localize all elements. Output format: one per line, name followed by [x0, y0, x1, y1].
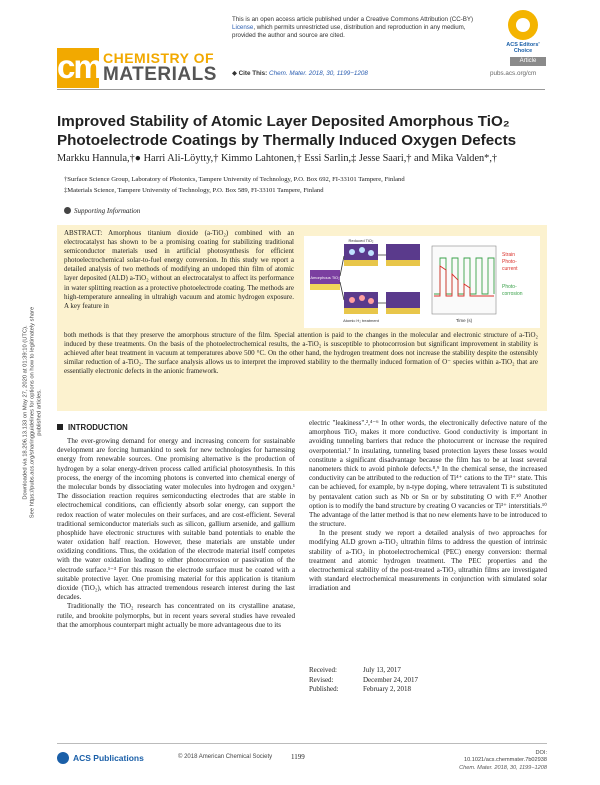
article-title: Improved Stability of Atomic Layer Deposited Amorphous TiO₂ Photoelectrode Coatings by Thermally Induced Oxygen Defects	[57, 113, 517, 149]
supporting-info-link[interactable]: Supporting Information	[64, 207, 140, 215]
header-divider	[57, 89, 545, 90]
toc-sample-stack-1	[310, 270, 340, 290]
abstract-text: ABSTRACT: Amorphous titanium dioxide (a-TiO₂) combined with an electrocatalyst has shown to be a promising coating for stabilizing traditional semiconductor materials used in artificial photosynthesis for efficient photoelectrochemical solar-to-fuel energy conversion. In this study we report a detailed analysis of two methods of modifying an undoped thin film of atomic layer deposited (ALD) a-TiO₂ without an electrocatalyst to affect its performance in water splitting reaction as a protective photoelectrode coating. The methods are high-temperature annealing in ultrahigh vacuum and atomic hydrogen exposure. A key feature in	[64, 229, 294, 310]
cite-icon: ◆	[232, 70, 237, 77]
license-link[interactable]: License	[232, 24, 254, 31]
footer-divider	[57, 743, 547, 744]
section-square-icon	[57, 424, 63, 430]
toc-label-photo2: Photo-	[502, 284, 517, 290]
journal-name-line2: MATERIALS	[103, 64, 217, 85]
article-type-tag: Article	[510, 57, 546, 66]
doi-link[interactable]: DOI: 10.1021/acs.chemmater.7b02938	[463, 750, 547, 764]
received-date: July 13, 2017	[363, 666, 401, 674]
paragraph: electric "leakiness".²,⁴⁻⁶ In other words, the electronically defective nature of the amorphous TiO₂ makes it more conductive. Good conductivity is important in avoiding tunneling barriers that reduce the photocurrent or increase the required overpotential.⁷ In insulating, tunneling based protection layers these losses would constitute a significant disadvantage because the film has to be at least several nanometers thick to avoid pinhole defects.⁸,⁹ In the chemical sense, the increased conductivity can be attributed to the reduction of Ti⁴⁺ cations to the Ti³⁺ state. This can be achieved, for example, by n-type doping, where tetravalent Ti is substituted by pentavalent cation such as Nb or Sn or by substituting O with F.¹⁰ Another option is to modify the band structure by creating O vacancies or Ti³⁺ interstitials.¹⁰ The advantage of the latter method is that no new elements have to be introduced to the structure.	[309, 419, 547, 529]
footer-doi: DOI: 10.1021/acs.chemmater.7b02938 Chem. Mater. 2018, 30, 1199−1208	[452, 750, 547, 772]
page-number: 1199	[291, 753, 305, 761]
journal-url[interactable]: pubs.acs.org/cm	[490, 70, 537, 77]
acs-publications-logo: ACS Publications	[57, 752, 144, 764]
author-list: Markku Hannula,†● Harri Ali-Löytty,† Kimmo Lahtonen,† Essi Sarlin,‡ Jesse Saari,† and Mika Valden*,†	[57, 153, 498, 164]
toc-box1-label: Amorphous TiO₂	[310, 275, 340, 280]
journal-logo: cm	[57, 48, 99, 88]
supporting-info-icon	[64, 207, 71, 214]
toc-chart	[432, 246, 496, 323]
publication-dates: Received: July 13, 2017 Revised: December 24, 2017 Published: February 2, 2018	[309, 666, 419, 693]
editors-choice-badge-icon	[508, 10, 538, 40]
download-note: Downloaded via 18.206.13.133 on May 27, 2020 at 01:39:10 (UTC). See https://pubs.acs.org/sharingguidelines for options on how to legitimately share published articles.	[22, 306, 43, 519]
toc-label-corrosion: corrosion	[502, 291, 523, 297]
journal-name-line1: CHEMISTRY OF	[103, 50, 215, 66]
revised-date: December 24, 2017	[363, 675, 419, 684]
acs-logo-icon	[57, 752, 69, 764]
affiliation-2: ‡Materials Science, Tampere University of Technology, P.O. Box 589, FI-33101 Tampere, Finland	[64, 187, 324, 194]
abstract-text-continued: both methods is that they preserve the amorphous structure of the film. Special attention is paid to the changes in the molecular and electronic structure of a-TiO₂ induced by these treatments. On the basis of the photoelectrochemical results, the a-TiO₂ is susceptible to photocorrosion but significant improvement in stability is achieved after heat treatment in vacuum at temperatures above 500 °C. On the other hand, the hydrogen treatment does not increase the stability despite the ostensibly similar reduction of a-TiO₂. The surface analysis allows us to interpret the improved stability to the thermally induced formation of O⁻ species within a-TiO₂ that are essentially electronic defects in the anionic framework.	[64, 331, 538, 376]
editors-choice-label: ACS Editors' Choice	[506, 42, 540, 54]
toc-label-strain: Strain	[502, 252, 516, 258]
paragraph: In the present study we report a detailed analysis of two approaches for modifying ALD grown a-TiO₂ ultrathin films to address the question of intrinsic stability of a-TiO₂ in photoelectrochemical (PEC) energy conversion: thermal treatment and atomic hydrogen treatment. The PEC properties and the electrochemical stability of the post-treated a-TiO₂ ultrathin films are investigated with standard electrochemical measurements in conjunction with simulated solar irradiation and	[309, 529, 547, 593]
body-column-1	[57, 437, 295, 630]
body-column-2	[309, 419, 547, 594]
toc-box2-label: Reduced TiO₂	[348, 238, 374, 243]
toc-sample-stack-3	[343, 292, 380, 323]
open-access-notice: This is an open access article published under a Creative Commons Attribution (CC-BY) License, which permits unrestricted use, distribution and reproduction in any medium, provided the author and source are cited.	[232, 16, 474, 39]
toc-label-current: current	[502, 266, 518, 272]
copyright: © 2018 American Chemical Society	[178, 754, 273, 760]
paragraph: The ever-growing demand for energy and increasing concern for sustainable development are forcing humankind to seek for new technologies for harnessing energy from renewable sources. One promising alternative is the production of hydrogen by a solar energy-driven process called artificial photosynthesis. In this process, the energy of the incoming photons is converted into chemical energy of the molecular bonds by dissociating water molecules into hydrogen and oxygen.¹ The dissociation reaction requires semiconducting electrodes that are stable in electrochemical conditions, can efficiently absorb solar energy, can support the redox reaction of water molecules on their surfaces, and are cost-efficient. Several traditional semiconductor materials such as silicon, gallium arsenide, and gallium phosphide have electronic structures with suitable band potentials to enable the water oxidation half reaction. However, these materials are unstable under oxidizing conditions. Thus, the oxidation of the electrode material itself competes with the water oxidation leading to either photocorrosion or passivation of the electrode surface.¹⁻³ For this reason the electrode surface must be coated with a suitable protective layer. One promising material for this application is titanium dioxide (TiO₂), which has attracted tremendous research interest during the last decades.	[57, 437, 295, 602]
toc-graphic	[304, 236, 540, 328]
paragraph: Traditionally the TiO₂ research has concentrated on its crystalline anatase, rutile, and brookite polymorphs, but in recent years several studies have revealed that the amorphous counterpart might actually be more advantageous due to its	[57, 602, 295, 629]
affiliation-1: †Surface Science Group, Laboratory of Photonics, Tampere University of Technology, P.O. Box 692, FI-33101 Tampere, Finland	[64, 176, 405, 183]
toc-sample-stack-2	[344, 238, 378, 266]
cite-link[interactable]: Chem. Mater.	[269, 70, 307, 77]
published-date: February 2, 2018	[363, 685, 412, 693]
toc-label-photo: Photo-	[502, 259, 517, 265]
section-heading-introduction: INTRODUCTION	[57, 423, 128, 432]
cite-this: ◆ Cite This: Chem. Mater. 2018, 30, 1199−1208	[232, 70, 368, 77]
toc-box3-label: Atomic H₂ treatment	[343, 318, 379, 323]
toc-xlabel: Time (s)	[455, 318, 473, 323]
